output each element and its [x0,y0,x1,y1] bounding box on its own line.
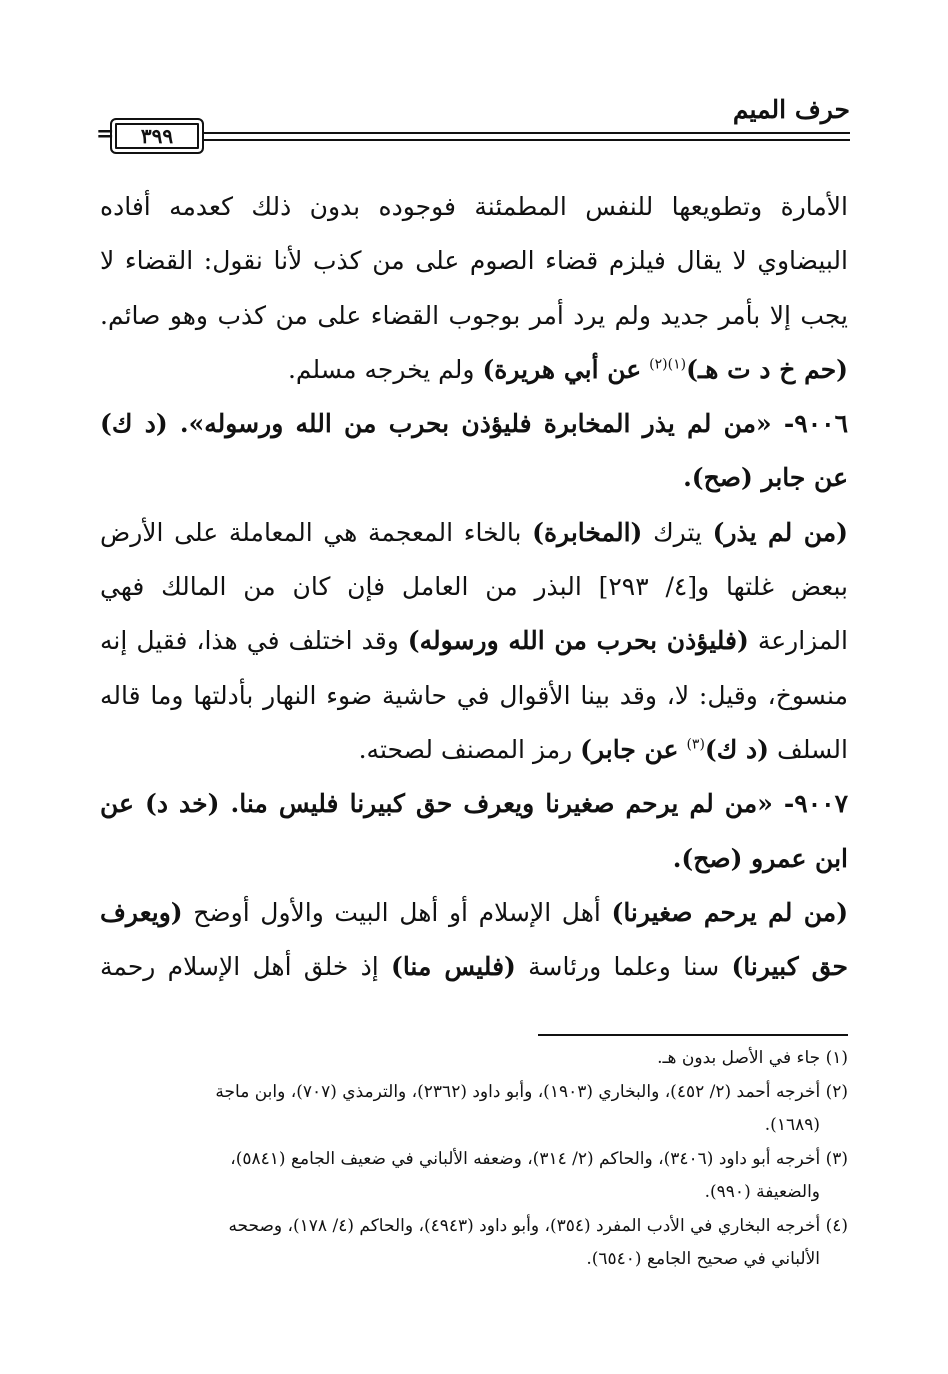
footnote-3-continuation: والضعيفة (٩٩٠). [704,1182,820,1202]
footnote-2-continuation: (١٦٨٩). [764,1115,820,1135]
source-codes: (د ك) [704,734,770,764]
header-ornament: = [96,121,115,147]
text-segment: إذ خلق أهل الإسلام رحمة [100,952,379,982]
main-text [100,180,848,1000]
narrator: عن أبي هريرة) [482,354,642,384]
footnotes [100,1042,848,1277]
hadith-9006: ٩٠٠٦- «من لم يذر المخابرة فليؤذن بحرب من الله ورسوله». (د ك) عن جابر (صح). [100,409,848,493]
text-segment: رمز المصنف لصحته. [358,734,573,764]
running-title: حرف الميم [732,95,850,124]
hadith-9007: ٩٠٠٧- «من لم يرحم صغيرنا ويعرف حق كبيرنا فليس منا. (خد د) عن ابن عمرو (صح). [100,789,848,873]
footnote-4-continuation: الألباني في صحيح الجامع (٦٥٤٠). [586,1249,820,1269]
text-segment: سنا وعلما ورئاسة [528,952,720,982]
text-segment: وقد اختلف في هذا، فقيل إنه منسوخ، وقيل: لا، وقد بينا الأقوال في حاشية ضوء النهار بأدلتها وما قاله السلف [100,626,848,764]
footnote-4: (٤) أخرجه البخاري في الأدب المفرد (٣٥٤)، وأبو داود (٤٩٤٣)، والحاكم (٤/ ١٧٨)، وصححه [228,1215,848,1236]
footnote-2: (٢) أخرجه أحمد (٢/ ٤٥٢)، والبخاري (١٩٠٣)، وأبو داود (٢٣٦٢)، والترمذي (٧٠٧)، وابن ماجة [215,1081,848,1102]
commentary-9006 [100,506,848,777]
text-segment: ولم يخرجه مسلم. [287,354,475,384]
source-codes: (حم خ د ت هـ) [686,354,848,384]
footnote-3: (٣) أخرجه أبو داود (٣٤٠٦)، والحاكم (٢/ ٣١٤)، وضعفه الألباني في ضعيف الجامع (٥٨٤١)، [230,1148,848,1169]
footnote-ref: (١)(٢) [649,356,687,373]
text-segment: أهل الإسلام أو أهل البيت والأول أوضح [193,897,601,927]
quoted-term: (ويعرف حق كبيرنا) [100,897,848,982]
footnote-ref: (٣) [686,736,705,753]
footnote-1: (١) جاء في الأصل بدون هـ. [657,1048,848,1068]
commentary-9007 [100,886,848,1000]
quoted-term: (من لم يرحم صغيرنا) [611,897,848,927]
quoted-term: (فليس منا) [390,952,516,982]
quoted-term: (من لم يذر) [712,517,848,547]
text-segment: بالخاء المعجمة هي المعاملة على الأرض ببعض غلتها و[٤/ ٢٩٣] البذر من العامل فإن كان من المالك فهي المزارعة [100,517,848,656]
footnote-separator [538,1034,848,1036]
narrator: عن جابر) [580,734,679,764]
page-number: ٣٩٩ [110,118,204,154]
quoted-term: (المخابرة) [532,517,643,547]
header-double-rule [202,132,850,141]
text-segment: يترك [653,517,702,547]
page-header [96,92,850,162]
text-segment: الأمارة وتطويعها للنفس المطمئنة فوجوده بدون ذلك كعدمه أفاده البيضاوي لا يقال فيلزم قضاء الصوم على من كذب لأنا نقول: القضاء لا يجب إلا بأمر جديد ولم يرد أمر بوجوب القضاء على من كذب وهو صائم. [100,192,848,330]
quoted-term: (فليؤذن بحرب من الله ورسوله) [407,626,749,656]
paragraph-continuation [100,180,848,397]
